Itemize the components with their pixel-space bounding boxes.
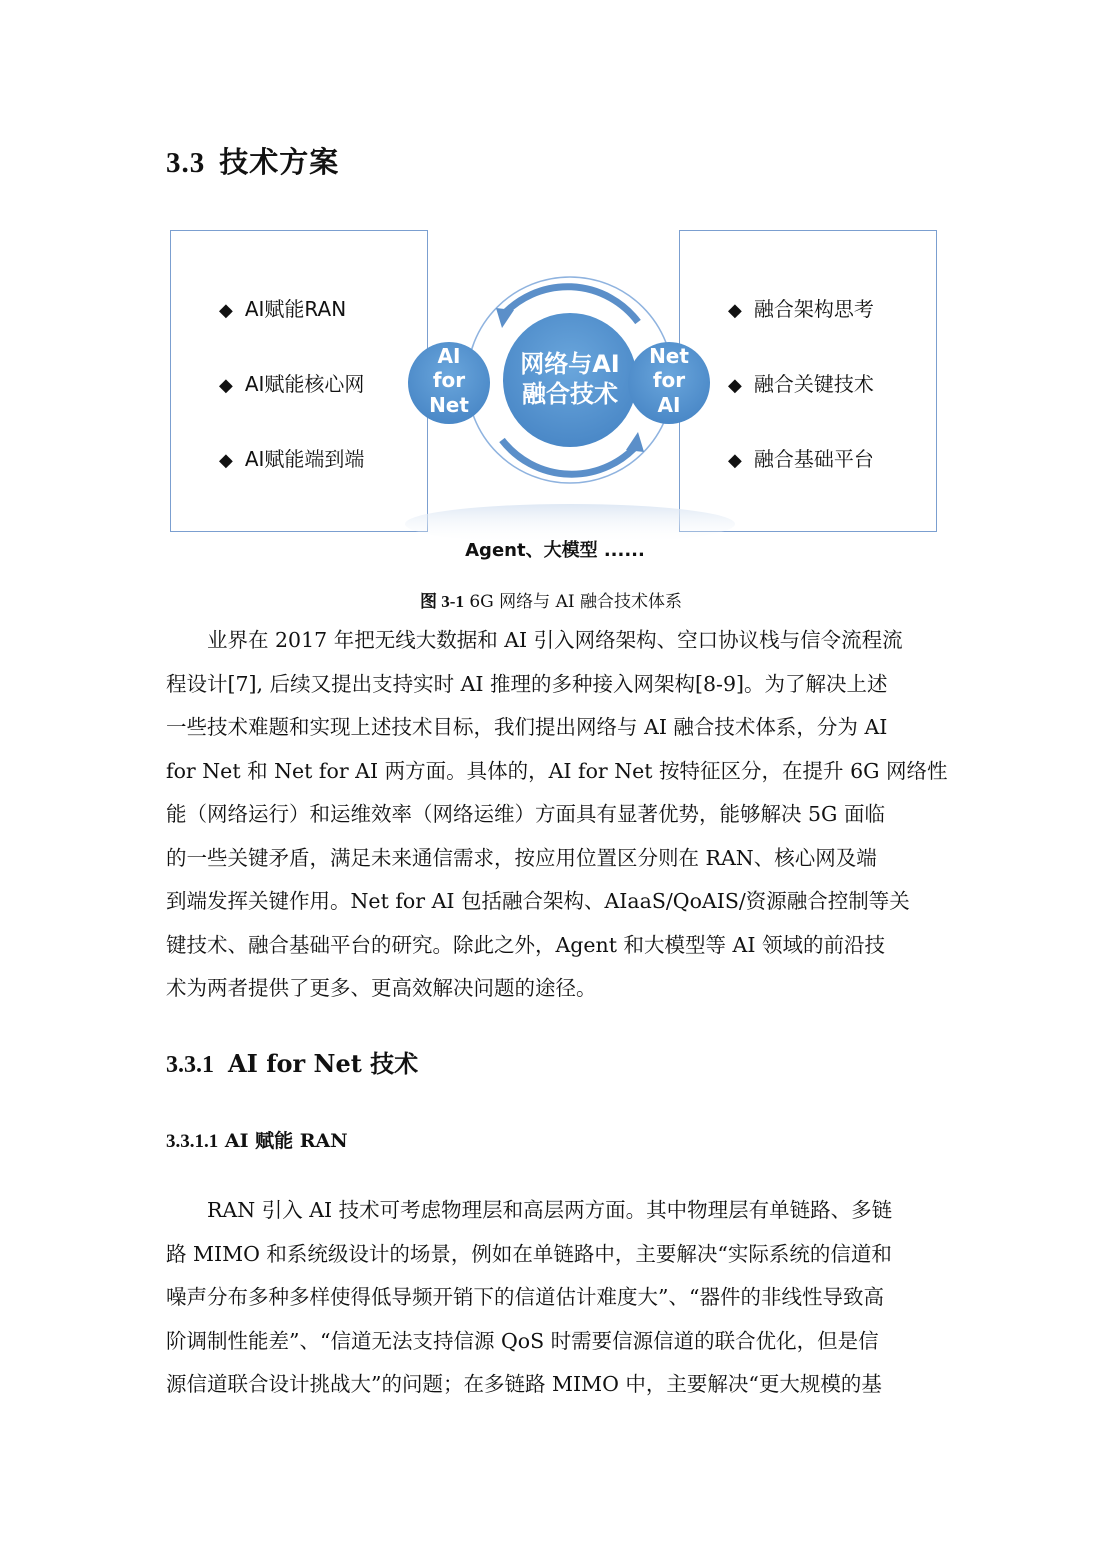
ai-for-net-line1: AI bbox=[437, 344, 461, 368]
net-for-ai-line3: AI bbox=[657, 393, 681, 417]
left-item: ◆ AI赋能RAN bbox=[219, 297, 347, 321]
center-title-line2: 融合技术 bbox=[522, 380, 618, 408]
subsection-heading bbox=[166, 1044, 418, 1079]
paragraph-line: 术为两者提供了更多、更高效解决问题的途径。 bbox=[166, 976, 597, 1000]
center-title-line1: 网络与AI bbox=[520, 350, 620, 378]
right-item: ◆ 融合架构思考 bbox=[728, 297, 874, 321]
paragraph-line: 程设计[7], 后续又提出支持实时 AI 推理的多种接入网架构[8-9]。为了解决上述 bbox=[166, 671, 888, 696]
subsection-number: 3.3.1 bbox=[166, 1052, 214, 1078]
section-heading bbox=[166, 140, 339, 181]
caption-label: 图 3-1 bbox=[420, 592, 464, 611]
diamond-bullet-icon: ◆ bbox=[728, 300, 742, 321]
subsection-title: AI for Net 技术 bbox=[228, 1049, 419, 1078]
top-arrow-head-icon bbox=[496, 308, 514, 328]
paragraph-line: 能（网络运行）和运维效率（网络运维）方面具有显著优势，能够解决 5G 面临 bbox=[166, 802, 885, 826]
right-item: ◆ 融合关键技术 bbox=[728, 372, 874, 396]
section-number: 3.3 bbox=[166, 147, 206, 179]
agent-label: Agent、大模型 ...... bbox=[465, 540, 645, 561]
paragraph-2 bbox=[166, 1189, 936, 1407]
paragraph-line: for Net 和 Net for AI 两方面。具体的，AI for Net 按特征区分，在提升 6G 网络性 bbox=[166, 758, 948, 783]
paragraph-line: 源信道联合设计挑战大”的问题；在多链路 MIMO 中，主要解决“更大规模的基 bbox=[166, 1372, 882, 1396]
ai-for-net-box bbox=[170, 230, 428, 532]
net-for-ai-line1: Net bbox=[649, 344, 689, 368]
caption-text: 6G 网络与 AI 融合技术体系 bbox=[469, 592, 682, 612]
paragraph-line: RAN 引入 AI 技术可考虑物理层和高层两方面。其中物理层有单链路、多链 bbox=[207, 1198, 893, 1222]
diamond-bullet-icon: ◆ bbox=[728, 450, 742, 471]
figure-6g-ai-fusion bbox=[160, 222, 950, 582]
right-item: ◆ 融合基础平台 bbox=[728, 447, 874, 471]
paragraph-line: 路 MIMO 和系统级设计的场景，例如在单链路中，主要解决“实际系统的信道和 bbox=[166, 1241, 892, 1266]
section-title: 技术方案 bbox=[219, 145, 340, 179]
paragraph-line: 业界在 2017 年把无线大数据和 AI 引入网络架构、空口协议栈与信令流程流 bbox=[207, 628, 903, 652]
diamond-bullet-icon: ◆ bbox=[219, 300, 233, 321]
paragraph-line: 到端发挥关键作用。Net for AI 包括融合架构、AIaaS/QoAIS/资源融合控制等关 bbox=[166, 889, 910, 913]
fusion-diagram-svg bbox=[400, 252, 740, 552]
subsubsection-title: AI 赋能 RAN bbox=[224, 1130, 348, 1152]
ai-for-net-line3: Net bbox=[429, 393, 469, 417]
paragraph-line: 的一些关键矛盾，满足未来通信需求，按应用位置区分则在 RAN、核心网及端 bbox=[166, 845, 877, 870]
paragraph-line: 键技术、融合基础平台的研究。除此之外，Agent 和大模型等 AI 领域的前沿技 bbox=[166, 932, 885, 957]
paragraph-1 bbox=[166, 619, 948, 1011]
bottom-arrow-head-icon bbox=[626, 432, 644, 452]
ai-for-net-line2: for bbox=[432, 368, 466, 392]
fusion-diagram bbox=[400, 252, 740, 552]
figure-caption bbox=[0, 587, 1102, 612]
paragraph-line: 一些技术难题和实现上述技术目标，我们提出网络与 AI 融合技术体系，分为 AI bbox=[166, 715, 888, 739]
subsubsection-number: 3.3.1.1 bbox=[166, 1131, 219, 1152]
diamond-bullet-icon: ◆ bbox=[728, 375, 742, 396]
paragraph-line: 噪声分布多种多样使得低导频开销下的信道估计难度大”、“器件的非线性导致高 bbox=[166, 1285, 884, 1309]
diamond-bullet-icon: ◆ bbox=[219, 450, 233, 471]
diamond-bullet-icon: ◆ bbox=[219, 375, 233, 396]
subsubsection-heading bbox=[166, 1126, 348, 1153]
left-item: ◆ AI赋能端到端 bbox=[219, 447, 365, 471]
paragraph-line: 阶调制性能差”、“信道无法支持信源 QoS 时需要信源信道的联合优化，但是信 bbox=[166, 1328, 879, 1353]
left-item: ◆ AI赋能核心网 bbox=[219, 372, 365, 396]
net-for-ai-line2: for bbox=[652, 368, 686, 392]
